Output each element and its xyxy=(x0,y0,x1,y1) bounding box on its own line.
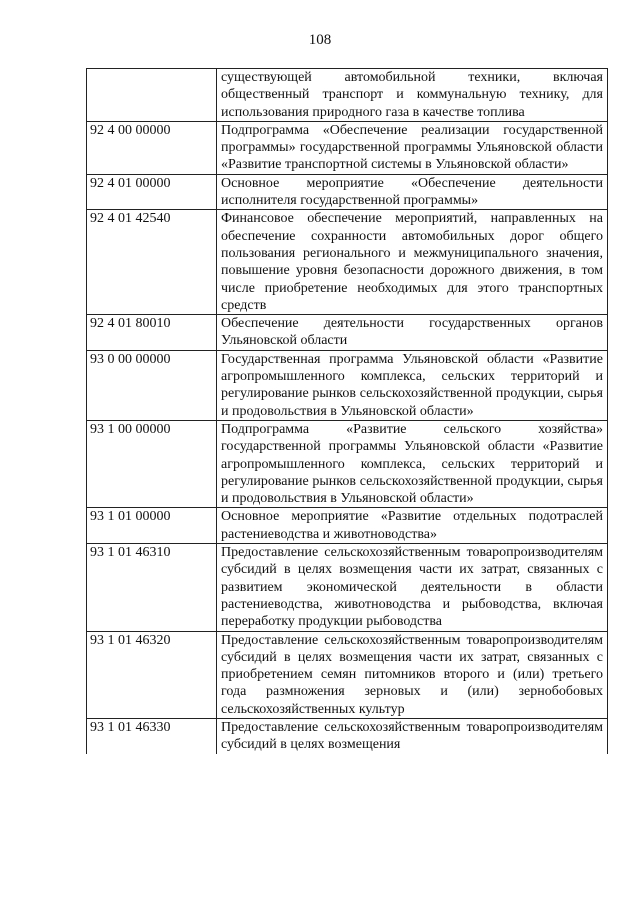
row-code: 93 1 01 46330 xyxy=(87,718,217,753)
table-row xyxy=(87,420,608,507)
row-code: 93 0 00 00000 xyxy=(87,350,217,420)
table-row xyxy=(87,315,608,351)
row-description: Финансовое обеспечение мероприятий, направленных на обеспечение сохранности автомобильных дорог общего пользования регионального и межмуниципального значения, повышение уровня безопасности дорожного движения, в том числе приобретение необходимых для этого транспортных средств xyxy=(217,210,608,315)
table-row xyxy=(87,718,608,753)
row-description: Основное мероприятие «Обеспечение деятельности исполнителя государственной программы» xyxy=(217,174,608,210)
row-code: 93 1 01 46310 xyxy=(87,544,217,631)
row-code xyxy=(87,69,217,122)
budget-classification-table xyxy=(86,68,608,754)
row-description: Подпрограмма «Обеспечение реализации государственной программы» государственной программы Ульяновской области «Развитие транспортной системы в Ульяновской области» xyxy=(217,121,608,174)
table-row xyxy=(87,174,608,210)
row-description: Государственная программа Ульяновской области «Развитие агропромышленного комплекса, сельских территорий и регулирование рынков сельскохозяйственной продукции, сырья и продовольствия в Ульяновской области» xyxy=(217,350,608,420)
page-number: 108 xyxy=(308,32,332,48)
row-description: Предоставление сельскохозяйственным товаропроизводителям субсидий в целях возмещения части их затрат, связанных с развитием экономической деятельности в области растениеводства, животноводства и рыбоводства, включая переработку продукции рыбоводства xyxy=(217,544,608,631)
row-code: 93 1 00 00000 xyxy=(87,420,217,507)
row-description: Предоставление сельскохозяйственным товаропроизводителям субсидий в целях возмещения xyxy=(217,718,608,753)
row-code: 92 4 01 00000 xyxy=(87,174,217,210)
row-code: 92 4 00 00000 xyxy=(87,121,217,174)
row-code: 92 4 01 42540 xyxy=(87,210,217,315)
table-row xyxy=(87,121,608,174)
table-row xyxy=(87,210,608,315)
row-code: 93 1 01 00000 xyxy=(87,508,217,544)
table-row xyxy=(87,350,608,420)
row-description: существующей автомобильной техники, включая общественный транспорт и коммунальную технику, для использования природного газа в качестве топлива xyxy=(217,69,608,122)
row-code: 93 1 01 46320 xyxy=(87,631,217,718)
row-description: Подпрограмма «Развитие сельского хозяйства» государственной программы Ульяновской области «Развитие агропромышленного комплекса, сельских территорий и регулирование рынков сельскохозяйственной продукции, сырья и продовольствия в Ульяновской области» xyxy=(217,420,608,507)
row-description: Предоставление сельскохозяйственным товаропроизводителям субсидий в целях возмещения части их затрат, связанных с приобретением семян питомников второго и (или) третьего года размножения зерновых и (или) зернобобовых сельскохозяйственных культур xyxy=(217,631,608,718)
table-row xyxy=(87,544,608,631)
row-description: Основное мероприятие «Развитие отдельных подотраслей растениеводства и животноводства» xyxy=(217,508,608,544)
table-row xyxy=(87,631,608,718)
table-row xyxy=(87,508,608,544)
row-description: Обеспечение деятельности государственных органов Ульяновской области xyxy=(217,315,608,351)
table-row xyxy=(87,69,608,122)
row-code: 92 4 01 80010 xyxy=(87,315,217,351)
